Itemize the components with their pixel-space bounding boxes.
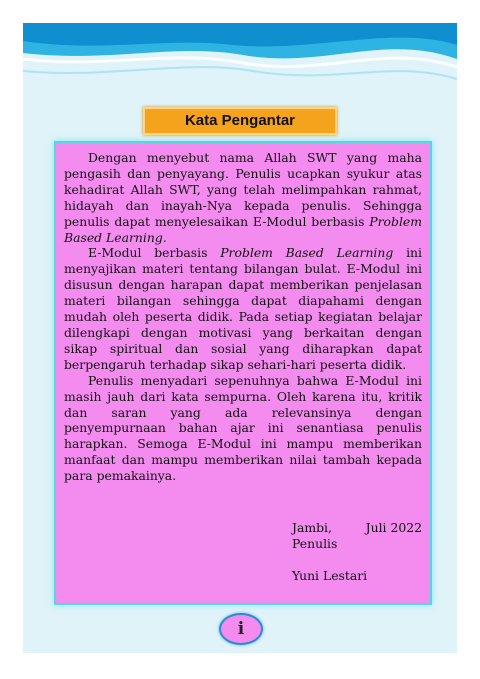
signature-role: Penulis xyxy=(292,536,338,551)
preface-content-box xyxy=(54,141,432,605)
signature-date: Juli 2022 xyxy=(365,520,422,535)
paragraph-1-text: Dengan menyebut nama Allah SWT yang maha pengasih dan penyayang. Penulis ucapkan syukur atas kehadirat Allah SWT, yang telah melimpahkan rahmat, hidayah dan inayah-Nya kepada penulis. Sehingga penulis dapat menyelesaikan E-Modul berbasis xyxy=(64,150,422,229)
paragraph-2-emphasis: Problem Based Learning xyxy=(220,245,394,261)
paragraph-3-text: Penulis menyadari sepenuhnya bahwa E-Modul ini masih jauh dari kata sempurna. Oleh karena itu, kritik dan saran yang ada relevansinya dengan penyempurnaan bahan ajar ini senantiasa penulis harapkan. Semoga E-Modul ini mampu memberikan manfaat dan mampu memberikan nilai tambah kepada para pemakainya. xyxy=(64,372,422,484)
paragraph-3 xyxy=(64,373,422,484)
signature-block xyxy=(292,520,422,584)
paragraph-1 xyxy=(64,150,422,245)
page-number-badge: i xyxy=(219,613,263,645)
page-frame xyxy=(23,23,457,653)
signature-place: Jambi, xyxy=(292,520,332,535)
paragraph-2-text-b: ini menyajikan materi tentang bilangan bulat. E-Modul ini disusun dengan harapan dapat memberikan penjelasan materi bilangan sehingga dapat diapahami dengan mudah oleh peserta didik. Pada setiap kegiatan belajar dilengkapi dengan motivasi yang berkaitan dengan sikap spiritual dan sosial yang diharapkan dapat berpengaruh terhadap sikap sehari-hari peserta didik. xyxy=(64,245,422,372)
preface-text xyxy=(64,150,422,484)
paragraph-2-text-a: E-Modul berbasis xyxy=(88,245,221,261)
paragraph-1-emphasis: Problem Based Learning. xyxy=(64,213,422,245)
signature-name: Yuni Lestari xyxy=(292,568,368,583)
paragraph-2 xyxy=(64,245,422,372)
header-wave-decoration xyxy=(23,23,457,103)
signature-date-line xyxy=(292,520,422,536)
page-title: Kata Pengantar xyxy=(143,107,337,135)
